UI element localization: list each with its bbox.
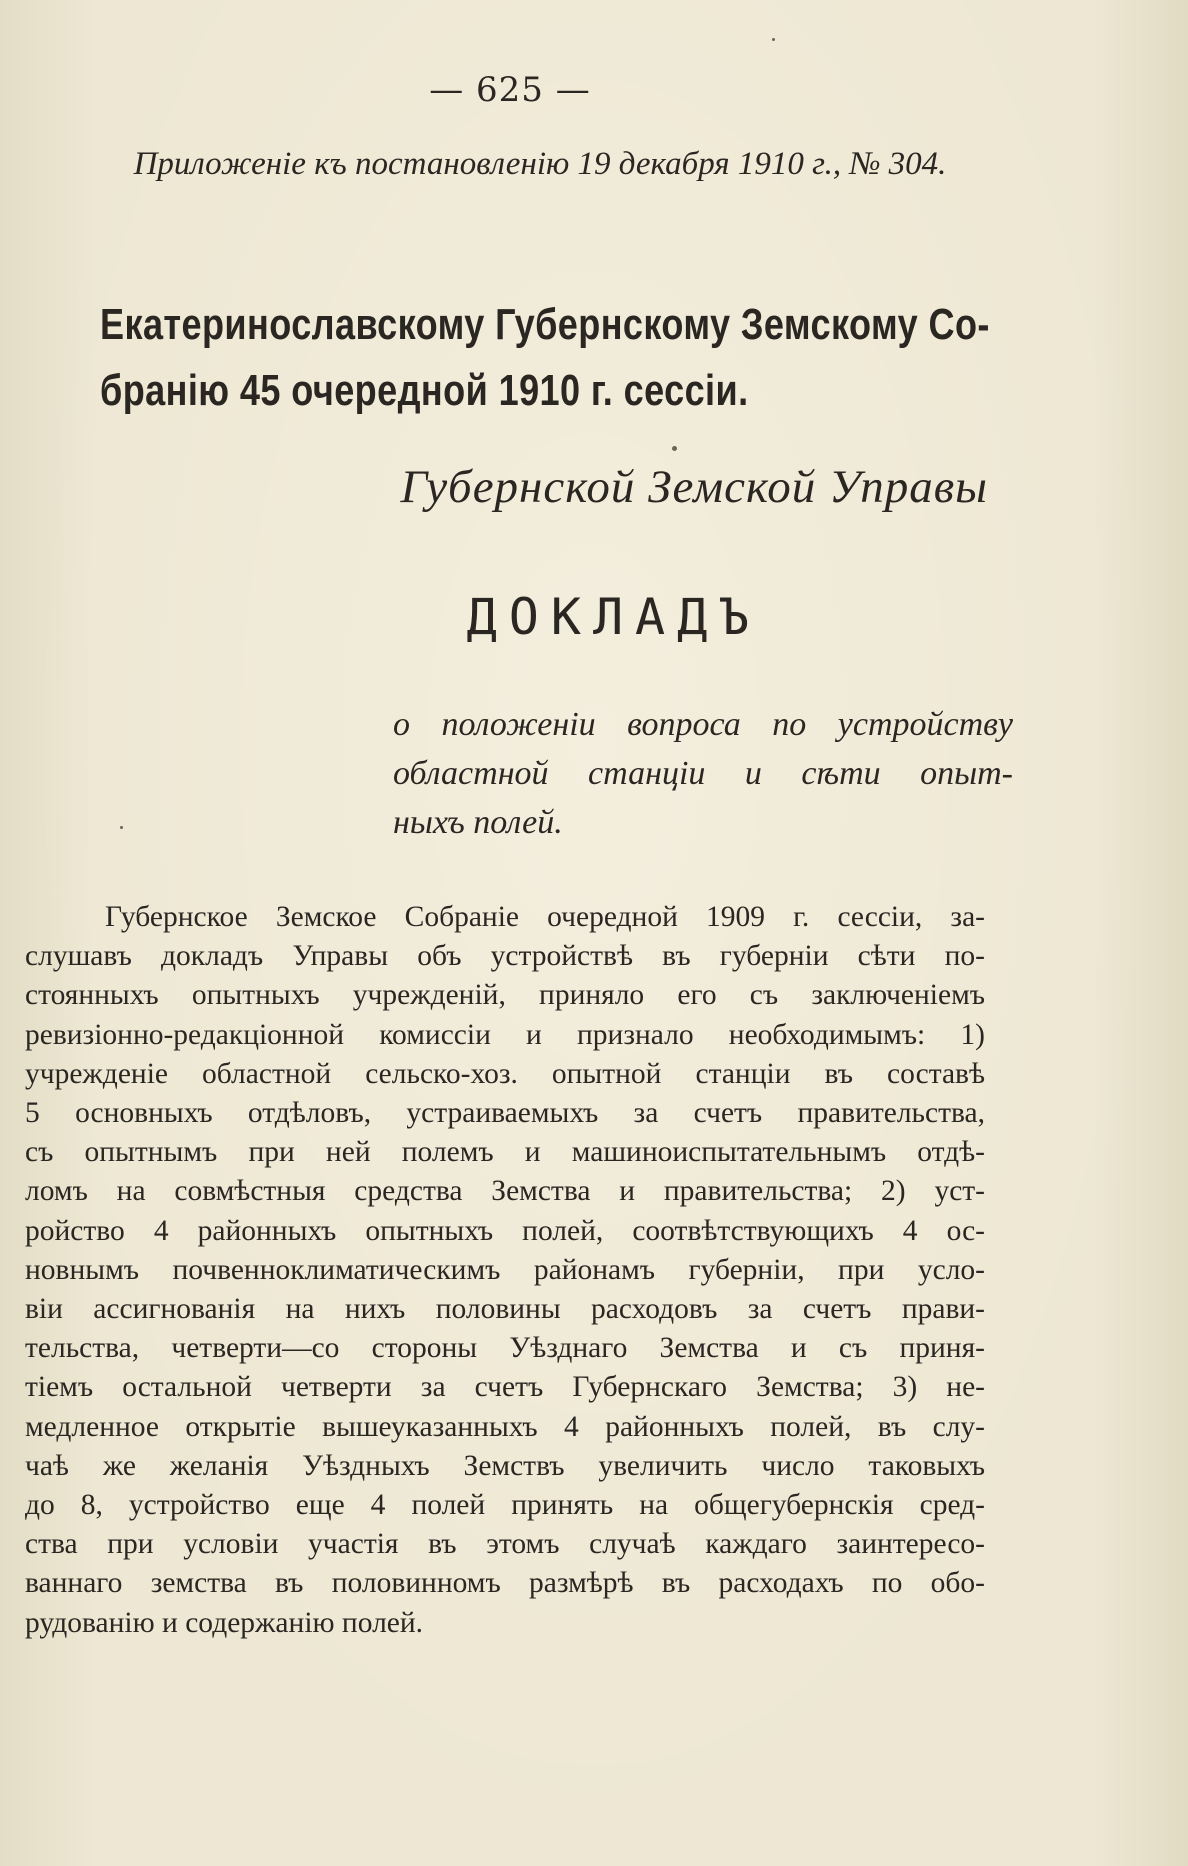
paper-speck xyxy=(772,38,775,41)
body-line: ломъ на совмѣстныя средства Земства и правительства; 2) уст- xyxy=(25,1175,985,1208)
body-line: Губернское Земское Собраніе очередной 1909 г. сессіи, за- xyxy=(105,901,985,933)
body-line: ства при условіи участія въ этомъ случаѣ каждаго заинтересо- xyxy=(25,1528,985,1561)
addressee-heading xyxy=(100,292,994,424)
body-paragraph xyxy=(25,898,985,1643)
addressee-line: бранію 45 очередной 1910 г. сессіи. xyxy=(100,366,749,415)
body-line: тельства, четверти—со стороны Уѣзднаго Земства и съ приня- xyxy=(25,1332,985,1365)
subject-line: о положеніи вопроса по устройству xyxy=(393,706,1013,743)
body-line: 5 основныхъ отдѣловъ, устраиваемыхъ за счетъ правительства, xyxy=(25,1097,985,1130)
paper-speck xyxy=(120,826,123,829)
body-line: стоянныхъ опытныхъ учрежденій, приняло его съ заключеніемъ xyxy=(25,979,985,1012)
body-line: съ опытнымъ при ней полемъ и машиноиспытательнымъ отдѣ- xyxy=(25,1136,985,1169)
body-line: до 8, устройство еще 4 полей принять на общегубернскія сред- xyxy=(25,1489,985,1522)
body-line: ваннаго земства въ половинномъ размѣрѣ въ расходахъ по обо- xyxy=(25,1567,985,1600)
body-line: ройство 4 районныхъ опытныхъ полей, соотвѣтствующихъ 4 ос- xyxy=(25,1214,985,1247)
body-line: медленное открытіе вышеуказанныхъ 4 районныхъ полей, въ слу- xyxy=(25,1410,985,1443)
body-line: рудованію и содержанію полей. xyxy=(25,1606,424,1639)
body-line: віи ассигнованія на нихъ половины расходовъ за счетъ прави- xyxy=(25,1293,985,1326)
report-subject xyxy=(393,700,1013,847)
document-title: ДОКЛАДЪ xyxy=(466,588,762,646)
paper-speck xyxy=(672,446,677,451)
body-line: учрежденіе областной сельско-хоз. опытной станціи въ составѣ xyxy=(25,1057,985,1090)
appendix-reference: Приложеніе къ постановленію 19 декабря 1910 г., № 304. xyxy=(133,146,947,182)
issuer-line: Губернской Земской Управы xyxy=(400,461,988,513)
addressee-line: Екатеринославскому Губернскому Земскому Со- xyxy=(100,300,990,349)
body-line: чаѣ же желанія Уѣздныхъ Земствъ увеличить число таковыхъ xyxy=(25,1449,985,1482)
body-line: тіемъ остальной четверти за счетъ Губернскаго Земства; 3) не- xyxy=(25,1371,985,1404)
page-number: — 625 — xyxy=(429,70,591,110)
body-line: слушавъ докладъ Управы объ устройствѣ въ губерніи сѣти по- xyxy=(25,940,985,973)
subject-line: ныхъ полей. xyxy=(393,804,563,841)
body-line: новнымъ почвенноклиматическимъ районамъ губерніи, при усло- xyxy=(25,1253,985,1286)
subject-line: областной станціи и сѣти опыт- xyxy=(393,755,1013,792)
body-line: ревизіонно-редакціонной комиссіи и признало необходимымъ: 1) xyxy=(25,1018,985,1051)
